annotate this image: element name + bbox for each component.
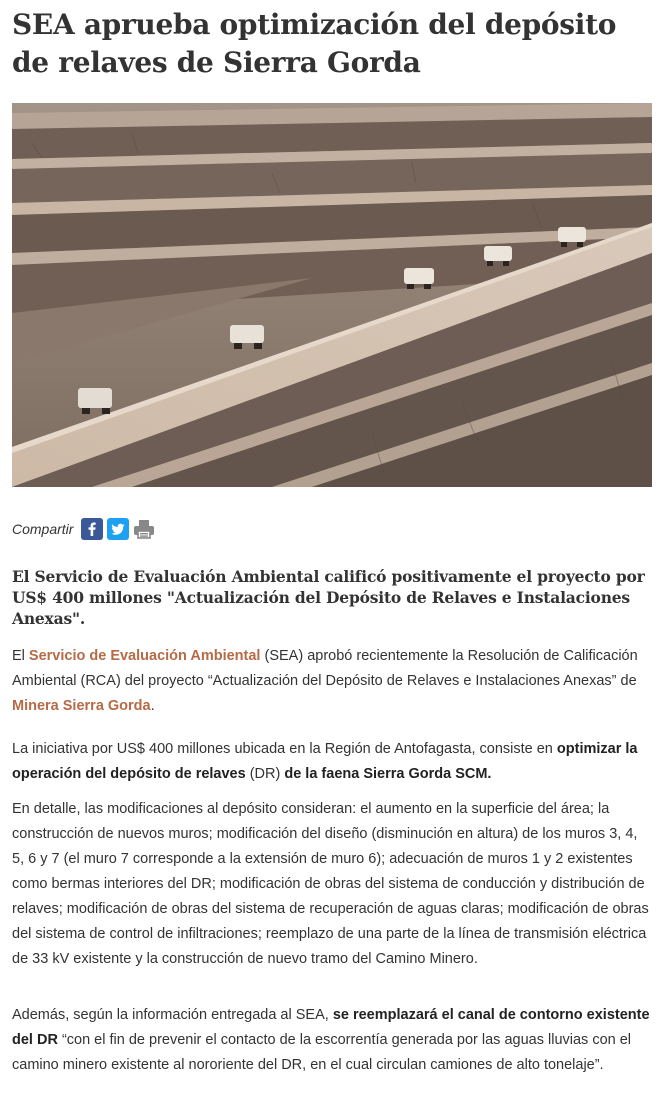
p2-text-1: La iniciativa por US$ 400 millones ubicada en la Región de Antofagasta, consiste en [12, 741, 557, 757]
article-lead: El Servicio de Evaluación Ambiental calificó positivamente el proyecto por US$ 400 millones "Actualización del Depósito de Relaves e Instalaciones Anexas". [12, 567, 645, 628]
p4-text-1: Además, según la información entregada al SEA, [12, 1007, 333, 1023]
paragraph-1 [12, 644, 652, 719]
paragraph-2 [12, 737, 652, 787]
facebook-icon[interactable] [81, 518, 103, 540]
article-title: SEA aprueba optimización del depósito de relaves de Sierra Gorda [12, 8, 617, 79]
sea-link[interactable]: Servicio de Evaluación Ambiental [28, 648, 261, 664]
p2-text-2: (DR) [245, 766, 285, 782]
p4-bold-1: se reemplazará el canal de contorno existente del DR [12, 1007, 650, 1048]
hero-image [12, 103, 652, 487]
mine-pit-illustration [12, 103, 652, 487]
p1-text-1: El [12, 648, 29, 664]
p2-bold-1: optimizar la operación del depósito de relaves [12, 741, 638, 782]
p1-text-2: (SEA) aprobó recientemente la Resolución de Calificación Ambiental (RCA) del proyecto “Actualización del Depósito de Relaves e Instalaciones Anexas” de [12, 648, 638, 689]
paragraph-4 [12, 1003, 652, 1078]
paragraph-3: En detalle, las modificaciones al depósito consideran: el aumento en la superficie del área; la construcción de nuevos muros; modificación del diseño (disminución en altura) de los muros 3, 4, 5, 6 y 7 (el muro 7 corresponde a la extensión de muro 6); adecuación de muros 1 y 2 existentes como bermas interiores del DR; modificación de obras del sistema de conducción y distribución de relaves; modificación de obras del sistema de recuperación de aguas claras; modificación de obras del sistema de control de infiltraciones; reemplazo de una parte de la línea de transmisión eléctrica de 33 kV existente y la construcción de nuevo tramo del Camino Minero. [12, 801, 649, 967]
print-icon[interactable] [133, 518, 155, 540]
p4-text-2: “con el fin de prevenir el contacto de la escorrentía generada por las aguas lluvias con el camino minero existente al nororiente del DR, en el cual circulan camiones de alto tonelaje”. [12, 1032, 632, 1073]
minera-sierra-gorda-link[interactable]: Minera Sierra Gorda [12, 698, 151, 714]
p1-text-3: . [150, 698, 155, 714]
share-bar [12, 516, 159, 542]
twitter-icon[interactable] [107, 518, 129, 540]
share-label: Compartir [12, 521, 74, 537]
p2-bold-2: de la faena Sierra Gorda SCM. [284, 766, 492, 782]
